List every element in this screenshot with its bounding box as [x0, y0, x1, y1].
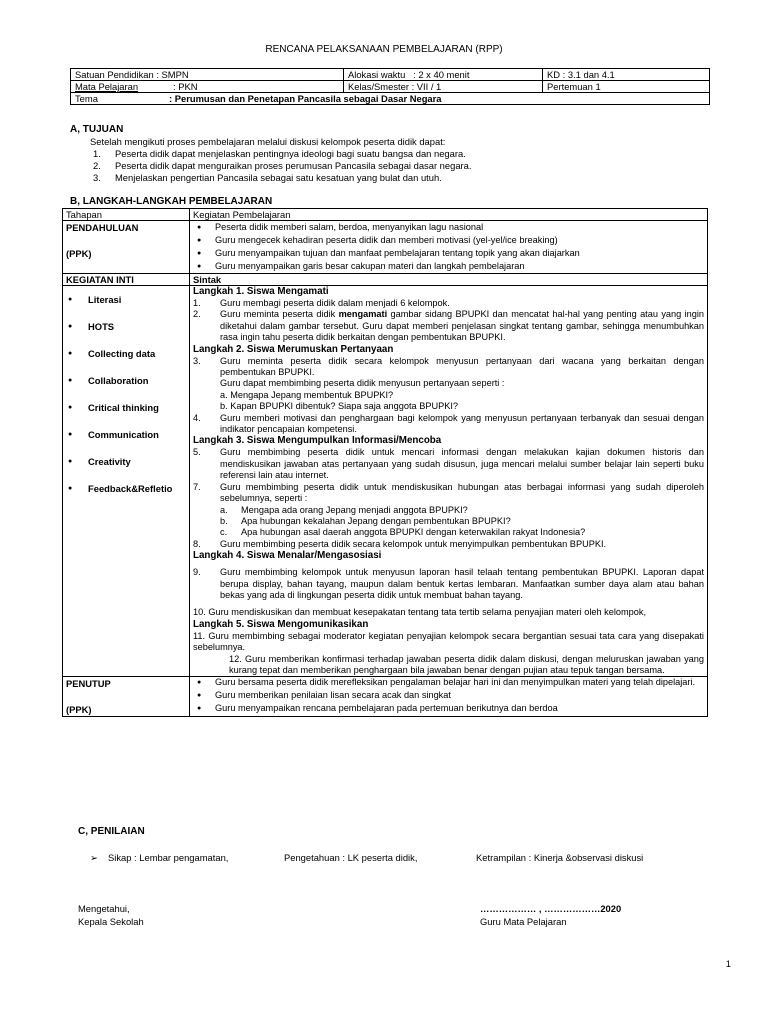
step-text: Guru meminta peserta didik secara kelompok menyusun pertanyaan dari wacana yang berkaitan dengan pembentukan BPUPKI. [220, 355, 704, 378]
activity-item: ● Guru menyampaikan tujuan dan manfaat pembelajaran tentang topik yang akan diajarkan [193, 247, 704, 260]
skill-item: ● Literasi [66, 286, 186, 313]
step-text: Guru memberi motivasi dan penghargaan bagi kelompok yang menyusun pertanyaan terbanyak dan sesuai dengan indikator pencapaian kompetensi. [220, 412, 704, 435]
signature-left-line1: Mengetahui, [78, 903, 130, 914]
step-text-post: gambar sidang BPUPKI dan mencatat hal-hal yang penting atau yang ingin diketahui dalam gambar tersebut. Guru dapat memberi penjelasan singkat tentang gambar, sehingga menumbuhkan rasa ingin tahu peserta didik berkaitan dengan pembentukan BPUPKI. [220, 309, 705, 343]
skill-item: ● HOTS [66, 313, 186, 340]
sub-text: Mengapa ada orang Jepang menjadi anggota BPUPKI? [241, 504, 468, 515]
alokasi-cell [344, 69, 543, 81]
objective-item [93, 172, 442, 183]
assessment-pengetahuan: Pengetahuan : LK peserta didik, [284, 852, 418, 863]
step-2: 2. Guru meminta peserta didik mengamati gambar sidang BPUPKI dan mencatat hal-hal yang penting atau yang ingin diketahui dalam gambar tersebut. Guru dapat memberi penjelasan singkat tentang gambar, sehingga menumbuhkan rasa ingin tahu peserta didik berkaitan dengan pembentukan BPUPKI. [193, 309, 705, 343]
tema-label: Tema [75, 93, 98, 104]
langkah-3-title: Langkah 3. Siswa Mengumpulkan Informasi/Mencoba [193, 435, 442, 447]
step-4: 4. Guru memberi motivasi dan penghargaan bagi kelompok yang menyusun pertanyaan terbanyak dan sesuai dengan indikator pencapaian kompetensi. [193, 412, 704, 435]
penutup-cell [63, 677, 190, 717]
step-7: 8. Guru membimbing peserta didik secara kelompok untuk menyimpulkan pembentukan BPUPKI. [193, 538, 607, 549]
sub-text: Apa hubungan kekalahan Jepang dengan pembentukan BPUPKI? [241, 515, 511, 526]
step-1: 1. Guru membagi peserta didik dalam menjadi 6 kelompok. [193, 298, 450, 308]
section-a-intro: Setelah mengikuti proses pembelajaran melalui diskusi kelompok peserta didik dapat: [90, 136, 446, 147]
pendahuluan-label: PENDAHULUAN [66, 222, 139, 233]
activity-item: ● Peserta didik memberi salam, berdoa, menyanyikan lagu nasional [193, 221, 704, 234]
page-number: 1 [725, 958, 731, 969]
signature-right-line1: ……………… , ………………2020 [480, 903, 622, 914]
pendahuluan-activities [190, 221, 708, 274]
step-6-sub-a: a. Mengapa ada orang Jepang menjadi anggota BPUPKI? [220, 504, 468, 515]
satuan-cell: Satuan Pendidikan : SMPN [71, 69, 344, 81]
step-text: Guru membagi peserta didik dalam menjadi 6 kelompok. [220, 298, 450, 308]
penutup-activities [190, 677, 708, 717]
assessment-sikap: Sikap : Lembar pengamatan, [108, 852, 229, 863]
step-8: 9. Guru membimbing kelompok untuk menyusun laporan hasil telaah tentang pembentukan BPUPKI. Laporan dapat berupa display, bahan tayang, maupun dalam bentuk kertas lembaran. Manfaatkan sumber daya alam atau bahan bekas yang ada di lingkungan peserta didik untuk membuat bahan tayang. [193, 567, 704, 600]
skill-item: ● Communication [66, 421, 186, 448]
step-6-sub-c: c. Apa hubungan asal daerah anggota BPUPKI dengan keterwakilan rakyat Indonesia? [220, 527, 586, 538]
arrow-icon: ➢ [90, 852, 98, 863]
assessment-keterampilan: Ketrampilan : Kinerja &observasi diskusi [476, 852, 644, 863]
section-b-heading: B, LANGKAH-LANGKAH PEMBELAJARAN [70, 196, 273, 207]
step-text: Guru membimbing kelompok untuk menyusun laporan hasil telaah tentang pembentukan BPUPKI. Laporan dapat berupa display, bahan tayang, maupun dalam bentuk kertas lembaran. Manfaatkan sumber daya alam atau bahan bekas yang ada di lingkungan peserta didik untuk membuat bahan tayang. [220, 567, 704, 600]
pendahuluan-cell [63, 221, 190, 274]
tema-value: : Perumusan dan Penetapan Pancasila sebagai Dasar Negara [169, 93, 442, 104]
penutup-label: PENUTUP [66, 678, 111, 690]
penutup-tag: (PPK) [66, 704, 92, 716]
document-title: RENCANA PELAKSANAAN PEMBELAJARAN (RPP) [265, 44, 503, 55]
tema-cell [71, 93, 710, 105]
steps-table [62, 208, 708, 717]
objective-item [93, 148, 466, 159]
step-text: Guru membimbing peserta didik untuk mencari informasi dengan melakukan kajian dokumen historis dan mendiskusikan jawaban atas pertanyaan yang sudah disusun, juga mencari melalui sumber belajar lain seperti buku referensi lain atau internet. [220, 447, 704, 481]
step-3-continuation: Guru dapat membimbing peserta didik menyusun pertanyaan seperti : [220, 378, 505, 389]
objective-text: Peserta didik dapat menguraikan proses perumusan Pancasila sebagai dasar negara. [115, 160, 472, 171]
kelas-cell: Kelas/Smester : VII / 1 [344, 81, 543, 93]
mapel-label: Mata Pelajaran [75, 81, 139, 92]
alokasi-label: Alokasi waktu [348, 69, 406, 80]
step-3-question-a: a. Mengapa Jepang membentuk BPUPKI? [220, 389, 394, 400]
step-text: Guru membimbing peserta didik untuk mendiskusikan hubungan atas berbagai informasi yang sudah diperoleh sebelumnya, seperti : [220, 481, 704, 504]
pertemuan-cell: Pertemuan 1 [543, 81, 710, 93]
step-10: 11. Guru membimbing sebagai moderator kegiatan penyajian kelompok secara bergantian sesuai tata cara yang disepakati sebelumnya. [193, 630, 704, 653]
section-a-heading: A, TUJUAN [70, 124, 124, 135]
step-6: 7. Guru membimbing peserta didik untuk mendiskusikan hubungan atas berbagai informasi yang sudah diperoleh sebelumnya, seperti : [193, 481, 704, 504]
activity-item: ● Guru mengecek kehadiran peserta didik dan memberi motivasi (yel-yel/ice breaking) [193, 234, 704, 247]
langkah-5-title: Langkah 5. Siswa Mengomunikasikan [193, 618, 369, 630]
section-c-heading: C, PENILAIAN [78, 826, 145, 837]
step-5: 5. Guru membimbing peserta didik untuk mencari informasi dengan melakukan kajian dokumen historis dan mendiskusikan jawaban atas pertanyaan yang sudah disusun, juga mencari melalui sumber belajar lain seperti buku referensi lain atau internet. [193, 447, 704, 481]
kd-cell: KD : 3.1 dan 4.1 [543, 69, 710, 81]
sintak-cell: Sintak [190, 274, 708, 286]
langkah-2-title: Langkah 2. Siswa Merumuskan Pertanyaan [193, 343, 394, 355]
info-table [70, 68, 710, 105]
langkah-1-title: Langkah 1. Siswa Mengamati [193, 286, 329, 297]
step-text: Guru memberikan konfirmasi terhadap jawaban peserta didik dalam diskusi, dengan meluruskan jawaban yang kurang tepat dan memberikan penghargaan bila jawaban benar dengan pujian atau tepuk tangan bersama. [229, 653, 704, 675]
step-3-question-b: b. Kapan BPUPKI dibentuk? Siapa saja anggota BPUPKI? [220, 401, 459, 412]
objective-number: 1. [93, 148, 101, 159]
objective-text: Menjelaskan pengertian Pancasila sebagai satu kesatuan yang bulat dan utuh. [115, 172, 442, 183]
signature-left-line2: Kepala Sekolah [78, 916, 144, 927]
skill-item: ● Collaboration [66, 367, 186, 394]
activity-item: ● Guru menyampaikan garis besar cakupan materi dan langkah pembelajaran [193, 260, 704, 273]
skill-item: ● Critical thinking [66, 394, 186, 421]
objective-number: 2. [93, 160, 101, 171]
objective-item [93, 160, 471, 171]
mapel-cell [71, 81, 344, 93]
closing-item: ● Guru menyampaikan rencana pembelajaran pada pertemuan berikutnya dan berdoa [193, 702, 704, 715]
step-11: 12. Guru memberikan konfirmasi terhadap jawaban peserta didik dalam diskusi, dengan meluruskan jawaban yang kurang tepat dan memberikan penghargaan bila jawaban benar dengan pujian atau tepuk tangan bersama. [229, 653, 704, 675]
step-text-bold: mengamati [338, 309, 388, 320]
skill-item: ● Creativity [66, 448, 186, 475]
step-text: Guru membimbing sebagai moderator kegiatan penyajian kelompok secara bergantian sesuai tata cara yang disepakati sebelumnya. [193, 630, 704, 653]
closing-item: ● Guru bersama peserta didik merefleksikan pengalaman belajar hari ini dan menyimpulkan materi yang telah dipelajari. [193, 677, 704, 688]
step-text-pre: Guru meminta peserta didik [220, 309, 339, 320]
objective-text: Peserta didik dapat menjelaskan pentingnya ideologi bagi suatu bangsa dan negara. [115, 148, 466, 159]
closing-item: ● Guru memberikan penilaian lisan secara acak dan singkat [193, 689, 704, 702]
inti-activities [190, 286, 708, 677]
inti-label-cell: KEGIATAN INTI [63, 274, 190, 286]
skills-cell [63, 286, 190, 677]
skill-item: ● Feedback&Refletio [66, 475, 186, 502]
objective-number: 3. [93, 172, 101, 183]
step-3: 3. Guru meminta peserta didik secara kelompok menyusun pertanyaan dari wacana yang berkaitan dengan pembentukan BPUPKI. [193, 355, 704, 378]
step-text: Guru membimbing peserta didik secara kelompok untuk menyimpulkan pembentukan BPUPKI. [220, 538, 607, 549]
mapel-value: : PKN [173, 81, 198, 92]
tahapan-header: Tahapan [63, 209, 190, 221]
pendahuluan-tag: (PPK) [66, 248, 92, 259]
kegiatan-header: Kegiatan Pembelajaran [190, 209, 708, 221]
sub-text: Apa hubungan asal daerah anggota BPUPKI dengan keterwakilan rakyat Indonesia? [241, 527, 586, 538]
skill-item: ● Collecting data [66, 340, 186, 367]
step-text: Guru mendiskusikan dan membuat kesepakatan tentang tata tertib selama penyajian materi oleh kelompok, [208, 607, 647, 618]
langkah-4-title: Langkah 4. Siswa Menalar/Mengasosiasi [193, 550, 382, 562]
alokasi-value: : 2 x 40 menit [413, 69, 470, 80]
signature-right-line2: Guru Mata Pelajaran [480, 916, 567, 927]
step-6-sub-b: b. Apa hubungan kekalahan Jepang dengan pembentukan BPUPKI? [220, 515, 511, 526]
step-9: 10. Guru mendiskusikan dan membuat kesepakatan tentang tata tertib selama penyajian materi oleh kelompok, [193, 607, 647, 618]
